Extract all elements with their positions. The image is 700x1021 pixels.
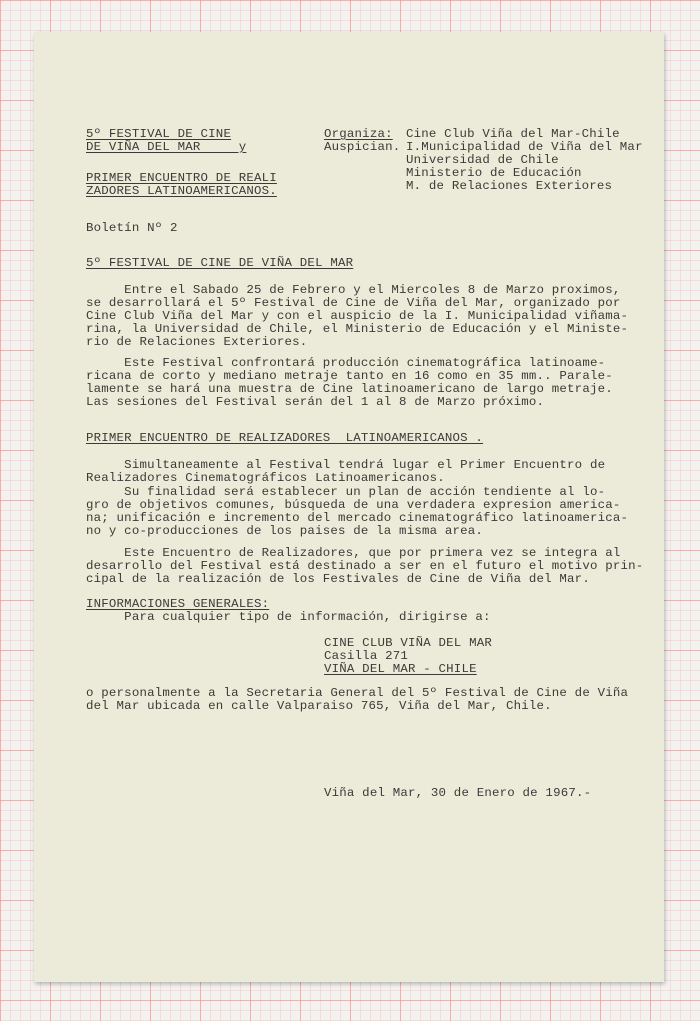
paragraph-line: rio de Relaciones Exteriores. [86, 335, 308, 349]
encuentro-title-line1: PRIMER ENCUENTRO DE REALI [86, 171, 277, 185]
paragraph-line: Su finalidad será establecer un plan de acción tendiente al lo- [86, 485, 606, 499]
section-heading-encuentro: PRIMER ENCUENTRO DE REALIZADORES LATINOAMERICANOS . [86, 431, 484, 445]
paragraph-line: Para cualquier tipo de información, dirigirse a: [86, 610, 491, 624]
sponsor-line: Ministerio de Educación [406, 166, 582, 180]
paragraph-line: gro de objetivos comunes, búsqueda de una verdadera expresion america- [86, 498, 621, 512]
organiza-label: Organiza: [324, 127, 393, 141]
sponsor-line: I.Municipalidad de Viña del Mar [406, 140, 643, 154]
paragraph-line: se desarrollará el 5º Festival de Cine de Viña del Mar, organizado por [86, 296, 621, 310]
paragraph-line: ricana de corto y mediano metraje tanto en 16 como en 35 mm.. Parale- [86, 369, 613, 383]
paragraph-line: del Mar ubicada en calle Valparaiso 765, Viña del Mar, Chile. [86, 699, 552, 713]
paragraph-line: Las sesiones del Festival serán del 1 al 8 de Marzo próximo. [86, 395, 545, 409]
paragraph-line: lamente se hará una muestra de Cine latinoamericano de largo metraje. [86, 382, 613, 396]
bulletin-number: Boletín Nº 2 [86, 221, 178, 235]
paragraph-line: Cine Club Viña del Mar y con el auspicio de la I. Municipalidad viñama- [86, 309, 629, 323]
paragraph-line: na; unificación e incremento del mercado cinematográfico latinoamerica- [86, 511, 629, 525]
section-heading-festival: 5º FESTIVAL DE CINE DE VIÑA DEL MAR [86, 256, 354, 270]
address-line: CINE CLUB VIÑA DEL MAR [324, 636, 492, 650]
dateline: Viña del Mar, 30 de Enero de 1967.- [324, 786, 592, 800]
paragraph-line: no y co-producciones de los paises de la misma area. [86, 524, 484, 538]
address-line: VIÑA DEL MAR - CHILE [324, 662, 477, 676]
sponsor-line: M. de Relaciones Exteriores [406, 179, 613, 193]
auspician-label: Auspician. [324, 140, 401, 154]
paragraph-line: Este Festival confrontará producción cinematográfica latinoame- [86, 356, 606, 370]
festival-title-line2: DE VIÑA DEL MAR y [86, 140, 247, 154]
paragraph-line: Entre el Sabado 25 de Febrero y el Miercoles 8 de Marzo proximos, [86, 283, 621, 297]
paragraph-line: Simultaneamente al Festival tendrá lugar el Primer Encuentro de [86, 458, 606, 472]
organizer-name: Cine Club Viña del Mar-Chile [406, 127, 620, 141]
paragraph-line: o personalmente a la Secretaria General del 5º Festival de Cine de Viña [86, 686, 629, 700]
paragraph-line: Realizadores Cinematográficos Latinoamericanos. [86, 471, 445, 485]
section-heading-informaciones: INFORMACIONES GENERALES: [86, 597, 270, 611]
paragraph-line: rina, la Universidad de Chile, el Ministerio de Educación y el Ministe- [86, 322, 629, 336]
paragraph-line: desarrollo del Festival está destinado a ser en el futuro el motivo prin- [86, 559, 644, 573]
paragraph-line: Este Encuentro de Realizadores, que por primera vez se integra al [86, 546, 621, 560]
paragraph-line: cipal de la realización de los Festivales de Cine de Viña del Mar. [86, 572, 590, 586]
encuentro-title-line2: ZADORES LATINOAMERICANOS. [86, 184, 277, 198]
festival-title-line1: 5º FESTIVAL DE CINE [86, 127, 232, 141]
document-page [34, 32, 664, 982]
address-line: Casilla 271 [324, 649, 408, 663]
sponsor-line: Universidad de Chile [406, 153, 559, 167]
